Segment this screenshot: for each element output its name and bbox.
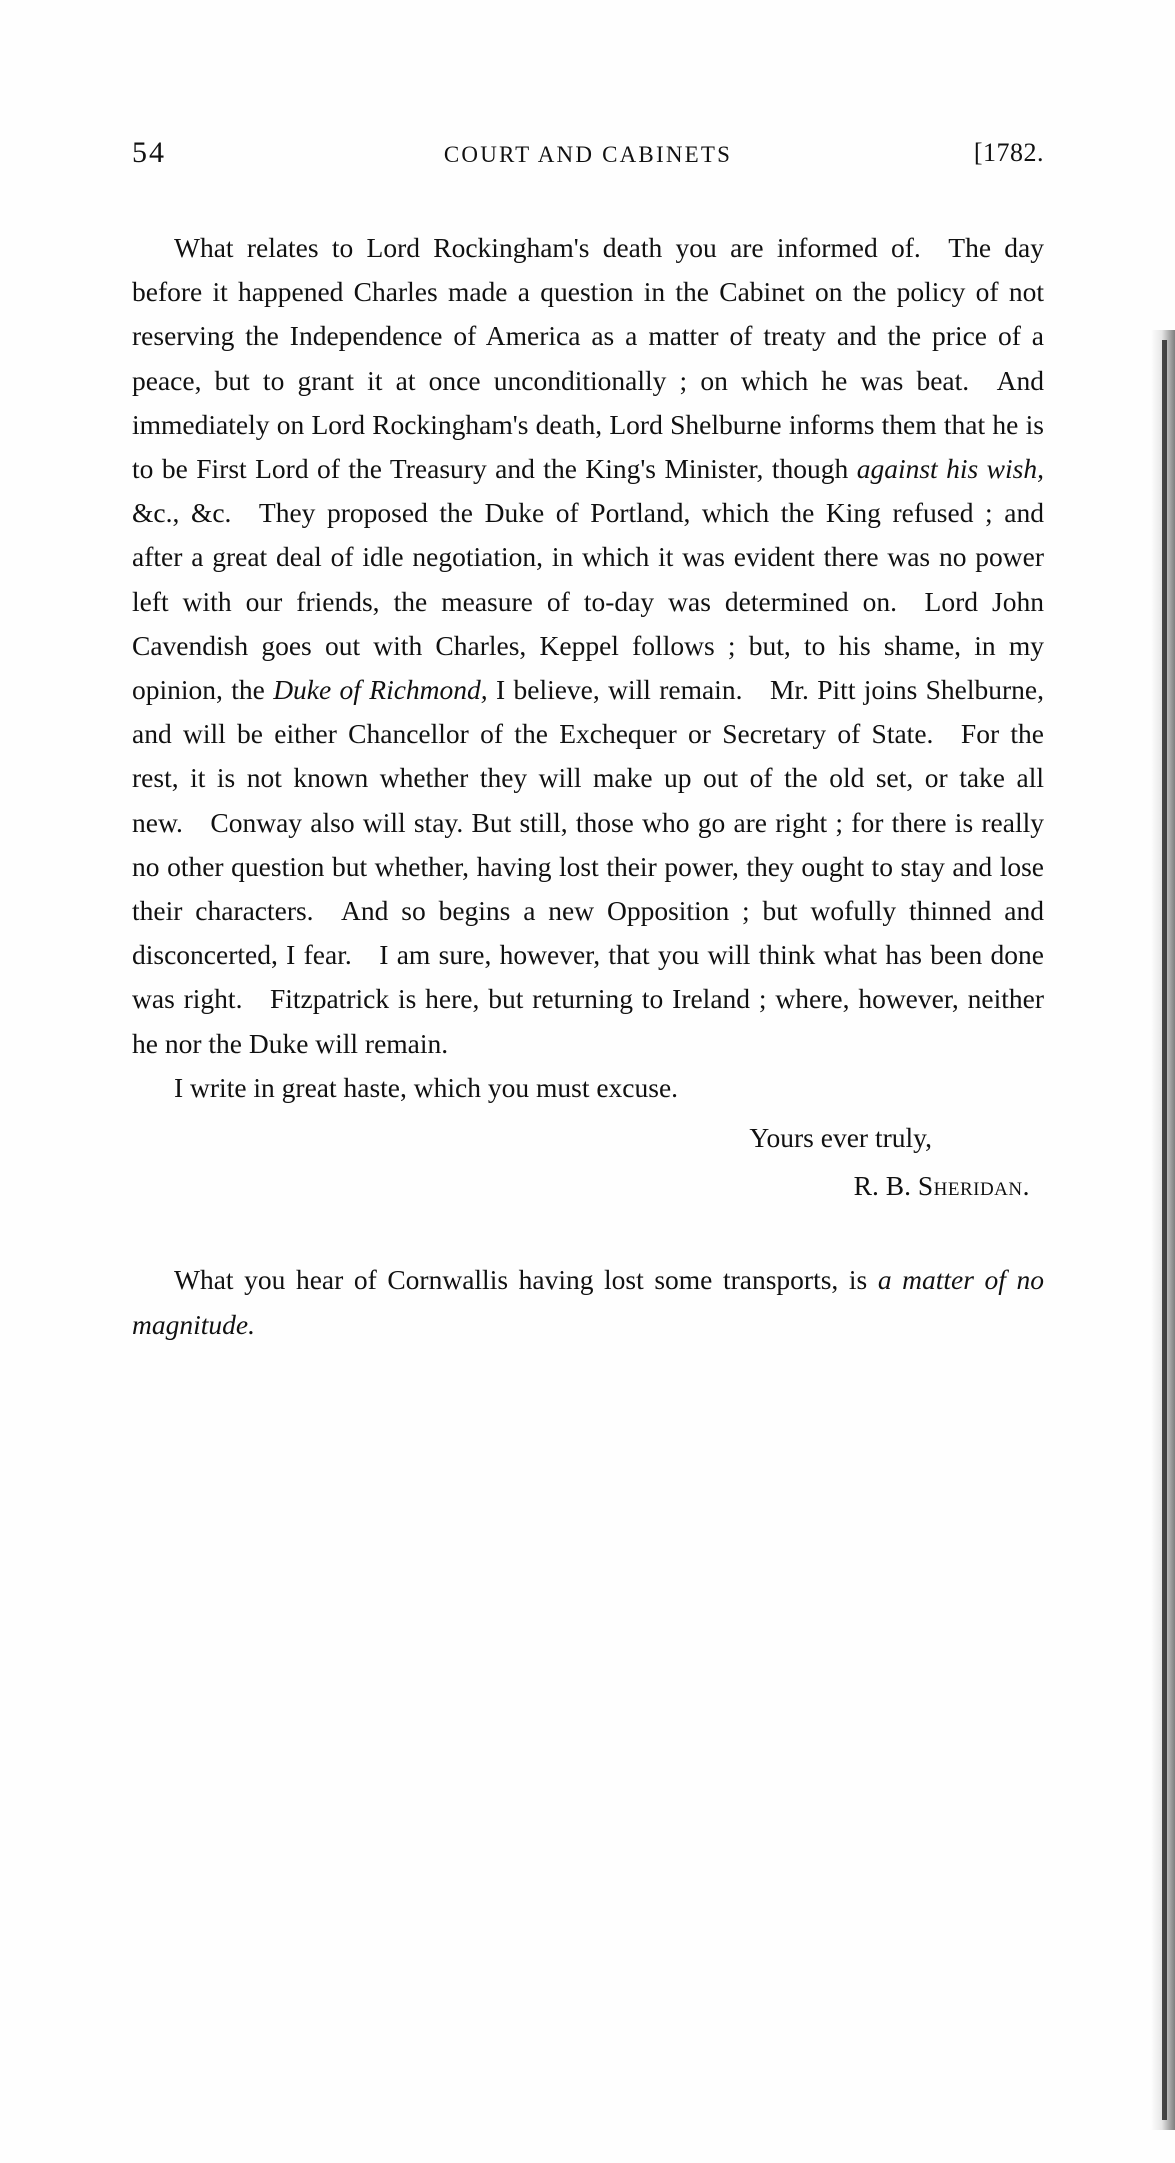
paragraph-1-part-3: I believe, will remain. Mr. Pitt joins Shelburne, and will be either Chancellor of the Exchequer or Secretary of State. For the rest, it is not known whether they will make up out of the old set, or take all new. Conway also will stay. But still, those who go are right ; for there is really no other question but whether, having lost their power, they ought to stay and lose their characters. And so begins a new Opposition ; but wofully thinned and disconcerted, I fear. I am sure, however, that you will think what has been done was right. Fitzpatrick is here, but returning to Ireland ; where, however, neither he nor the Duke will remain. xyxy=(132,674,1044,1059)
postscript-paragraph xyxy=(132,1258,1044,1346)
page-number: 54 xyxy=(132,136,166,169)
letter-paragraph-2: I write in great haste, which you must excuse. xyxy=(174,1071,679,1103)
paragraph-1-part-1: What relates to Lord Rockingham's death you are informed of. The day before it happened Charles made a question in the Cabinet on the policy of not reserving the Independence of America as a matter of treaty and the price of a peace, but to grant it at once unconditionally ; on which he was beat. And immediately on Lord Rockingham's death, Lord Shelburne informs them that he is to be First Lord of the Treasury and the King's Minister, though xyxy=(132,232,1044,485)
letter-closing: Yours ever truly, xyxy=(749,1122,932,1154)
paragraph-1-italic-1: against his wish, xyxy=(856,453,1044,485)
postscript-part-1: What you hear of Cornwallis having lost some transports, is xyxy=(174,1264,878,1296)
postscript-italic: a matter of no magnitude. xyxy=(132,1264,1044,1340)
year-marker: [1782. xyxy=(973,138,1044,167)
running-head-title: COURT AND CABINETS xyxy=(443,142,733,167)
running-head xyxy=(132,136,1044,182)
paragraph-1-part-2: &c., &c. They proposed the Duke of Portland, which the King refused ; and after a great deal of idle negotiation, in which it was evident there was no power left with our friends, the measure of to-day was determined on. Lord John Cavendish goes out with Charles, Keppel follows ; but, to his shame, in my opinion, the xyxy=(132,497,1044,706)
letter-paragraph-1 xyxy=(132,226,1044,1066)
scan-edge-line xyxy=(1162,340,1167,2120)
signature-initials: R. B. xyxy=(853,1170,918,1202)
letter-signature xyxy=(132,1164,1044,1208)
letter-postscript xyxy=(132,1258,1044,1346)
signature-surname: Sheridan. xyxy=(917,1170,1030,1202)
paragraph-1-italic-2: Duke of Richmond, xyxy=(273,674,488,706)
letter-body xyxy=(132,226,1044,1110)
page-content xyxy=(132,0,1044,1347)
